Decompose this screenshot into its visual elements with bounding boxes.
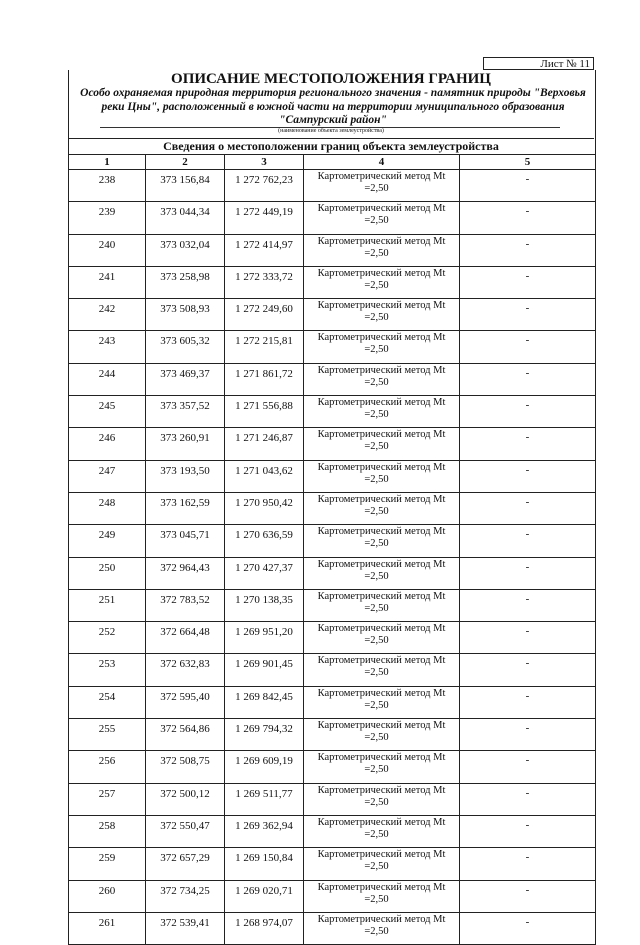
method-cell — [304, 848, 460, 880]
coordinate-x: 372 500,12 — [146, 783, 225, 815]
notes-cell: - — [460, 751, 596, 783]
method-cell — [304, 719, 460, 751]
point-number: 245 — [69, 396, 146, 428]
notes-cell: - — [460, 202, 596, 234]
point-number: 239 — [69, 202, 146, 234]
table-row — [69, 396, 596, 428]
method-name: Картометрический метод Mt — [317, 364, 446, 376]
method-name: Картометрический метод Mt — [317, 590, 446, 602]
boundary-table — [68, 154, 596, 945]
method-accuracy: =2,50 — [364, 635, 389, 647]
point-number: 243 — [69, 331, 146, 363]
method-name: Картометрический метод Mt — [317, 429, 446, 441]
coordinate-y: 1 271 043,62 — [225, 460, 304, 492]
method-cell — [304, 622, 460, 654]
table-row — [69, 234, 596, 266]
coordinate-y: 1 269 901,45 — [225, 654, 304, 686]
method-name: Картометрический метод Mt — [317, 913, 446, 925]
coordinate-y: 1 270 950,42 — [225, 492, 304, 524]
method-accuracy: =2,50 — [364, 893, 389, 905]
notes-cell: - — [460, 719, 596, 751]
method-name: Картометрический метод Mt — [317, 397, 446, 409]
notes-cell: - — [460, 492, 596, 524]
method-cell — [304, 331, 460, 363]
notes-cell: - — [460, 686, 596, 718]
coordinate-x: 373 258,98 — [146, 266, 225, 298]
coordinate-x: 372 657,29 — [146, 848, 225, 880]
method-accuracy: =2,50 — [364, 409, 389, 421]
coordinate-y: 1 269 951,20 — [225, 622, 304, 654]
coordinate-x: 373 469,37 — [146, 363, 225, 395]
method-cell — [304, 266, 460, 298]
coordinate-y: 1 269 362,94 — [225, 815, 304, 847]
method-accuracy: =2,50 — [364, 667, 389, 679]
method-accuracy: =2,50 — [364, 183, 389, 194]
table-row — [69, 815, 596, 847]
coordinate-x: 372 964,43 — [146, 557, 225, 589]
method-accuracy: =2,50 — [364, 473, 389, 485]
point-number: 246 — [69, 428, 146, 460]
method-accuracy: =2,50 — [364, 312, 389, 324]
notes-cell: - — [460, 234, 596, 266]
subtitle-line-1: Особо охраняемая природная территория регионального значения - памятник природы "Верховья — [80, 87, 586, 99]
table-row — [69, 848, 596, 880]
method-cell — [304, 751, 460, 783]
method-name: Картометрический метод Mt — [317, 461, 446, 473]
method-name: Картометрический метод Mt — [317, 235, 446, 247]
method-name: Картометрический метод Mt — [317, 816, 446, 828]
coordinate-x: 373 045,71 — [146, 525, 225, 557]
table-row — [69, 202, 596, 234]
coordinate-x: 372 664,48 — [146, 622, 225, 654]
point-number: 248 — [69, 492, 146, 524]
notes-cell: - — [460, 589, 596, 621]
method-name: Картометрический метод Mt — [317, 493, 446, 505]
method-accuracy: =2,50 — [364, 215, 389, 227]
object-caption: (наименование объекта землеустройства) — [278, 128, 384, 134]
method-accuracy: =2,50 — [364, 602, 389, 614]
method-accuracy: =2,50 — [364, 570, 389, 582]
table-row — [69, 912, 596, 944]
method-accuracy: =2,50 — [364, 247, 389, 259]
column-header: 2 — [146, 155, 225, 170]
notes-cell: - — [460, 880, 596, 912]
column-header: 1 — [69, 155, 146, 170]
method-accuracy: =2,50 — [364, 376, 389, 388]
coordinate-y: 1 272 762,23 — [225, 170, 304, 202]
table-row — [69, 492, 596, 524]
coordinate-y: 1 272 249,60 — [225, 299, 304, 331]
method-cell — [304, 654, 460, 686]
method-accuracy: =2,50 — [364, 925, 389, 937]
coordinate-y: 1 269 842,45 — [225, 686, 304, 718]
method-name: Картометрический метод Mt — [317, 267, 446, 279]
method-cell — [304, 234, 460, 266]
coordinate-x: 373 032,04 — [146, 234, 225, 266]
method-cell — [304, 170, 460, 202]
point-number: 252 — [69, 622, 146, 654]
method-name: Картометрический метод Mt — [317, 687, 446, 699]
coordinate-y: 1 272 449,19 — [225, 202, 304, 234]
method-accuracy: =2,50 — [364, 279, 389, 291]
point-number: 251 — [69, 589, 146, 621]
notes-cell: - — [460, 266, 596, 298]
notes-cell: - — [460, 654, 596, 686]
method-name: Картометрический метод Mt — [317, 849, 446, 861]
method-name: Картометрический метод Mt — [317, 720, 446, 732]
method-name: Картометрический метод Mt — [317, 203, 446, 215]
coordinate-y: 1 269 794,32 — [225, 719, 304, 751]
notes-cell: - — [460, 622, 596, 654]
method-cell — [304, 299, 460, 331]
point-number: 244 — [69, 363, 146, 395]
coordinate-x: 373 044,34 — [146, 202, 225, 234]
point-number: 241 — [69, 266, 146, 298]
sheet-number — [483, 57, 594, 70]
table-header-row — [69, 155, 596, 170]
point-number: 257 — [69, 783, 146, 815]
table-row — [69, 880, 596, 912]
method-accuracy: =2,50 — [364, 344, 389, 356]
table-row — [69, 557, 596, 589]
method-cell — [304, 428, 460, 460]
table-row — [69, 751, 596, 783]
method-accuracy: =2,50 — [364, 732, 389, 744]
method-accuracy: =2,50 — [364, 764, 389, 776]
coordinate-y: 1 271 556,88 — [225, 396, 304, 428]
table-row — [69, 719, 596, 751]
coordinate-x: 372 595,40 — [146, 686, 225, 718]
coordinate-y: 1 268 974,07 — [225, 912, 304, 944]
point-number: 253 — [69, 654, 146, 686]
table-row — [69, 686, 596, 718]
coordinate-y: 1 271 861,72 — [225, 363, 304, 395]
method-name: Картометрический метод Mt — [317, 655, 446, 667]
coordinate-x: 372 783,52 — [146, 589, 225, 621]
table-row — [69, 622, 596, 654]
point-number: 258 — [69, 815, 146, 847]
subtitle-line-3: "Сампурский район" — [279, 114, 387, 126]
notes-cell: - — [460, 912, 596, 944]
method-cell — [304, 783, 460, 815]
point-number: 254 — [69, 686, 146, 718]
point-number: 240 — [69, 234, 146, 266]
coordinate-y: 1 272 414,97 — [225, 234, 304, 266]
coordinate-y: 1 269 150,84 — [225, 848, 304, 880]
method-name: Картометрический метод Mt — [317, 784, 446, 796]
method-cell — [304, 880, 460, 912]
point-number: 242 — [69, 299, 146, 331]
coordinate-y: 1 269 511,77 — [225, 783, 304, 815]
coordinate-x: 372 550,47 — [146, 815, 225, 847]
coordinate-x: 373 193,50 — [146, 460, 225, 492]
coordinate-y: 1 270 427,37 — [225, 557, 304, 589]
method-name: Картометрический метод Mt — [317, 332, 446, 344]
method-cell — [304, 202, 460, 234]
coordinate-x: 373 357,52 — [146, 396, 225, 428]
point-number: 255 — [69, 719, 146, 751]
method-name: Картометрический метод Mt — [317, 171, 446, 182]
method-cell — [304, 525, 460, 557]
method-accuracy: =2,50 — [364, 861, 389, 873]
point-number: 259 — [69, 848, 146, 880]
table-row — [69, 460, 596, 492]
notes-cell: - — [460, 396, 596, 428]
table-row — [69, 589, 596, 621]
method-accuracy: =2,50 — [364, 699, 389, 711]
point-number: 250 — [69, 557, 146, 589]
table-row — [69, 299, 596, 331]
table-row — [69, 654, 596, 686]
subtitle-line-2: реки Цны", расположенный в южной части на территории муниципального образования — [101, 100, 565, 113]
point-number: 247 — [69, 460, 146, 492]
column-header: 3 — [225, 155, 304, 170]
document-subtitle — [80, 87, 586, 128]
notes-cell: - — [460, 428, 596, 460]
table-row — [69, 428, 596, 460]
table-row — [69, 783, 596, 815]
table-row — [69, 331, 596, 363]
sheet-label: Лист № 11 — [540, 58, 590, 70]
notes-cell: - — [460, 331, 596, 363]
method-cell — [304, 363, 460, 395]
method-accuracy: =2,50 — [364, 505, 389, 517]
method-cell — [304, 686, 460, 718]
method-cell — [304, 396, 460, 428]
point-number: 238 — [69, 170, 146, 202]
notes-cell: - — [460, 525, 596, 557]
column-header: 5 — [460, 155, 596, 170]
coordinate-x: 372 734,25 — [146, 880, 225, 912]
notes-cell: - — [460, 848, 596, 880]
notes-cell: - — [460, 460, 596, 492]
table-row — [69, 266, 596, 298]
method-cell — [304, 492, 460, 524]
document-title: ОПИСАНИЕ МЕСТОПОЛОЖЕНИЯ ГРАНИЦ — [171, 71, 491, 87]
table-row — [69, 170, 596, 202]
coordinate-x: 372 539,41 — [146, 912, 225, 944]
column-header: 4 — [304, 155, 460, 170]
coordinate-y: 1 271 246,87 — [225, 428, 304, 460]
notes-cell: - — [460, 557, 596, 589]
coordinate-y: 1 270 138,35 — [225, 589, 304, 621]
coordinate-x: 372 632,83 — [146, 654, 225, 686]
section-title: Сведения о местоположении границ объекта землеустройства — [163, 139, 499, 153]
coordinate-x: 372 564,86 — [146, 719, 225, 751]
table-row — [69, 525, 596, 557]
table-row — [69, 363, 596, 395]
method-cell — [304, 815, 460, 847]
coordinate-x: 373 260,91 — [146, 428, 225, 460]
notes-cell: - — [460, 299, 596, 331]
point-number: 256 — [69, 751, 146, 783]
coordinate-y: 1 270 636,59 — [225, 525, 304, 557]
method-accuracy: =2,50 — [364, 828, 389, 840]
method-name: Картометрический метод Mt — [317, 526, 446, 538]
coordinate-x: 372 508,75 — [146, 751, 225, 783]
method-accuracy: =2,50 — [364, 441, 389, 453]
point-number: 260 — [69, 880, 146, 912]
method-name: Картометрический метод Mt — [317, 752, 446, 764]
method-accuracy: =2,50 — [364, 796, 389, 808]
notes-cell: - — [460, 783, 596, 815]
method-name: Картометрический метод Mt — [317, 300, 446, 312]
method-name: Картометрический метод Mt — [317, 881, 446, 893]
coordinate-x: 373 156,84 — [146, 170, 225, 202]
method-cell — [304, 460, 460, 492]
method-cell — [304, 589, 460, 621]
method-accuracy: =2,50 — [364, 538, 389, 550]
coordinate-y: 1 272 333,72 — [225, 266, 304, 298]
point-number: 249 — [69, 525, 146, 557]
point-number: 261 — [69, 912, 146, 944]
notes-cell: - — [460, 815, 596, 847]
coordinate-y: 1 269 020,71 — [225, 880, 304, 912]
method-name: Картометрический метод Mt — [317, 558, 446, 570]
notes-cell: - — [460, 170, 596, 202]
coordinate-x: 373 162,59 — [146, 492, 225, 524]
method-cell — [304, 912, 460, 944]
notes-cell: - — [460, 363, 596, 395]
coordinate-x: 373 605,32 — [146, 331, 225, 363]
method-name: Картометрический метод Mt — [317, 623, 446, 635]
coordinate-y: 1 272 215,81 — [225, 331, 304, 363]
coordinate-y: 1 269 609,19 — [225, 751, 304, 783]
method-cell — [304, 557, 460, 589]
coordinate-x: 373 508,93 — [146, 299, 225, 331]
